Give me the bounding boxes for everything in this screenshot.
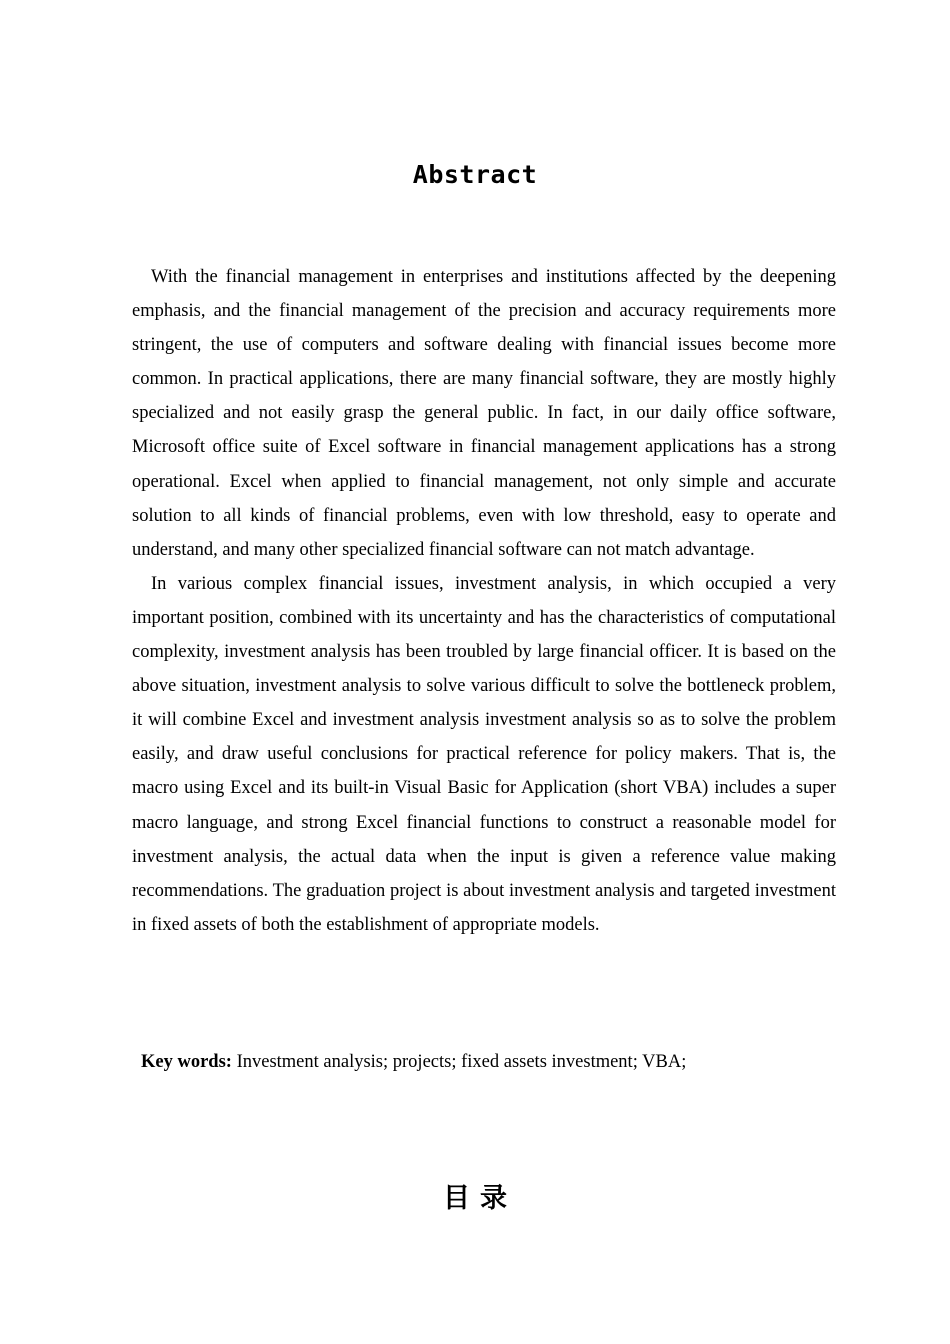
abstract-title: Abstract [412,160,538,189]
keywords-text: Investment analysis; projects; fixed assets investment; VBA; [231,1052,687,1072]
abstract-paragraph-2: In various complex financial issues, investment analysis, in which occupied a very important position, combined with its uncertainty and has the characteristics of computational complexity, investment analysis has been troubled by large financial officer. It is based on the above situation, investment analysis to solve various difficult to solve the bottleneck problem, it will combine Excel and investment analysis investment analysis so as to solve the problem easily, and draw useful conclusions for practical reference for policy makers. That is, the macro using Excel and its built-in Visual Basic for Application (short VBA) includes a super macro language, and strong Excel financial functions to construct a reasonable model for investment analysis, the actual data when the input is given a reference value making recommendations. The graduation project is about investment analysis and targeted investment in fixed assets of both the establishment of appropriate models. [132,573,836,935]
keywords-line [141,1045,841,1079]
abstract-paragraph-1: With the financial management in enterprises and institutions affected by the deepening emphasis, and the financial management of the precision and accuracy requirements more stringent, the use of computers and software dealing with financial issues become more common. In practical applications, there are many financial software, they are mostly highly specialized and not easily grasp the general public. In fact, in our daily office software, Microsoft office suite of Excel software in financial management applications has a strong operational. Excel when applied to financial management, not only simple and accurate solution to all kinds of financial problems, even with low threshold, easy to operate and understand, and many other specialized financial software can not match advantage. [132,267,836,560]
table-of-contents-title: 目录 [443,1183,517,1214]
abstract-body [132,260,836,942]
keywords-label: Key words: [141,1052,232,1072]
